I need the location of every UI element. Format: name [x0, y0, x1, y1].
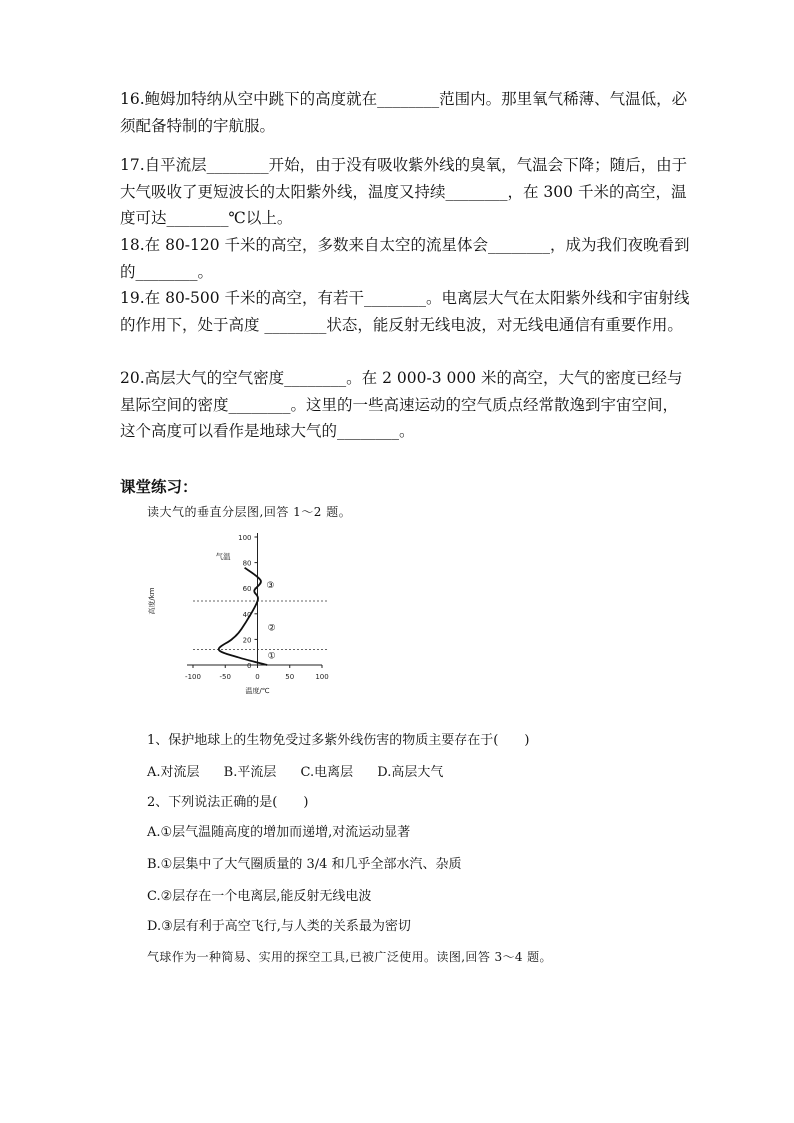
x-tick-label: -100	[185, 673, 201, 681]
q2-option-c[interactable]: C.②层存在一个电离层,能反射无线电波	[147, 889, 372, 904]
question-1-options	[147, 764, 463, 782]
section-heading: 课堂练习：	[120, 478, 198, 496]
paragraph-17: 17.自平流层________开始，由于没有吸收紫外线的臭氧，气温会下降；随后，由于大气吸收了更短波长的太阳紫外线，温度又持续________，在 300 千米的高空，温度可达________℃以上。	[120, 156, 688, 227]
y-tick-label: 40	[242, 610, 252, 619]
y-tick-label: 80	[242, 559, 252, 568]
y-tick-label: 60	[242, 585, 252, 594]
q2-option-b[interactable]: B.①层集中了大气圈质量的 3/4 和几乎全部水汽、杂质	[147, 857, 462, 872]
x-axis-title: 温度/℃	[245, 687, 270, 695]
paragraph-16: 16.鲍姆加特纳从空中跳下的高度就在________范围内。那里氧气稀薄、气温低，必须配备特制的宇航服。	[120, 90, 688, 135]
chart-intro: 读大气的垂直分层图,回答 1～2 题。	[147, 505, 352, 519]
atmosphere-layer-chart	[140, 525, 340, 695]
x-tick-label: -50	[219, 673, 231, 681]
q1-option-d[interactable]: D.高层大气	[377, 765, 444, 780]
q1-option-a[interactable]: A.对流层	[147, 765, 200, 780]
layer-label: ②	[267, 623, 276, 634]
x-tick-label: 100	[315, 673, 329, 681]
paragraph-18: 18.在 80-120 千米的高空，多数来自太空的流星体会________，成为我们夜晚看到的________。	[120, 236, 690, 281]
question-1-stem: 1、保护地球上的生物免受过多紫外线伤害的物质主要存在于( )	[147, 733, 530, 748]
layer-label: ①	[267, 651, 276, 662]
question-2-stem: 2、下列说法正确的是( )	[147, 795, 309, 810]
x-tick-label: 0	[255, 673, 260, 681]
y-tick-label: 100	[238, 534, 252, 542]
y-tick-label: 20	[242, 636, 252, 645]
q1-option-c[interactable]: C.电离层	[300, 765, 354, 780]
paragraph-20: 20.高层大气的空气密度________。在 2 000-3 000 米的高空，大气的密度已经与星际空间的密度________。这里的一些高速运动的空气质点经常散逸到宇宙空间，这个高度可以看作是地球大气的________。	[120, 369, 683, 440]
x-tick-label: 50	[285, 673, 295, 681]
curve-label: 气温	[215, 551, 231, 561]
q2-option-d[interactable]: D.③层有利于高空飞行,与人类的关系最为密切	[147, 919, 411, 934]
paragraph-19: 19.在 80-500 千米的高空，有若干________。电离层大气在太阳紫外线和宇宙射线的作用下，处于高度 ________状态，能反射无线电波，对无线电通信有重要作用。	[120, 289, 690, 334]
y-axis-title: 高度/km	[148, 587, 156, 615]
q1-option-b[interactable]: B.平流层	[223, 765, 277, 780]
q2-option-a[interactable]: A.①层气温随高度的增加而递增,对流运动显著	[147, 825, 411, 840]
footer-note: 气球作为一种简易、实用的探空工具,已被广泛使用。读图,回答 3～4 题。	[147, 950, 552, 964]
layer-label: ③	[266, 581, 275, 592]
y-tick-label: 0	[247, 662, 252, 670]
